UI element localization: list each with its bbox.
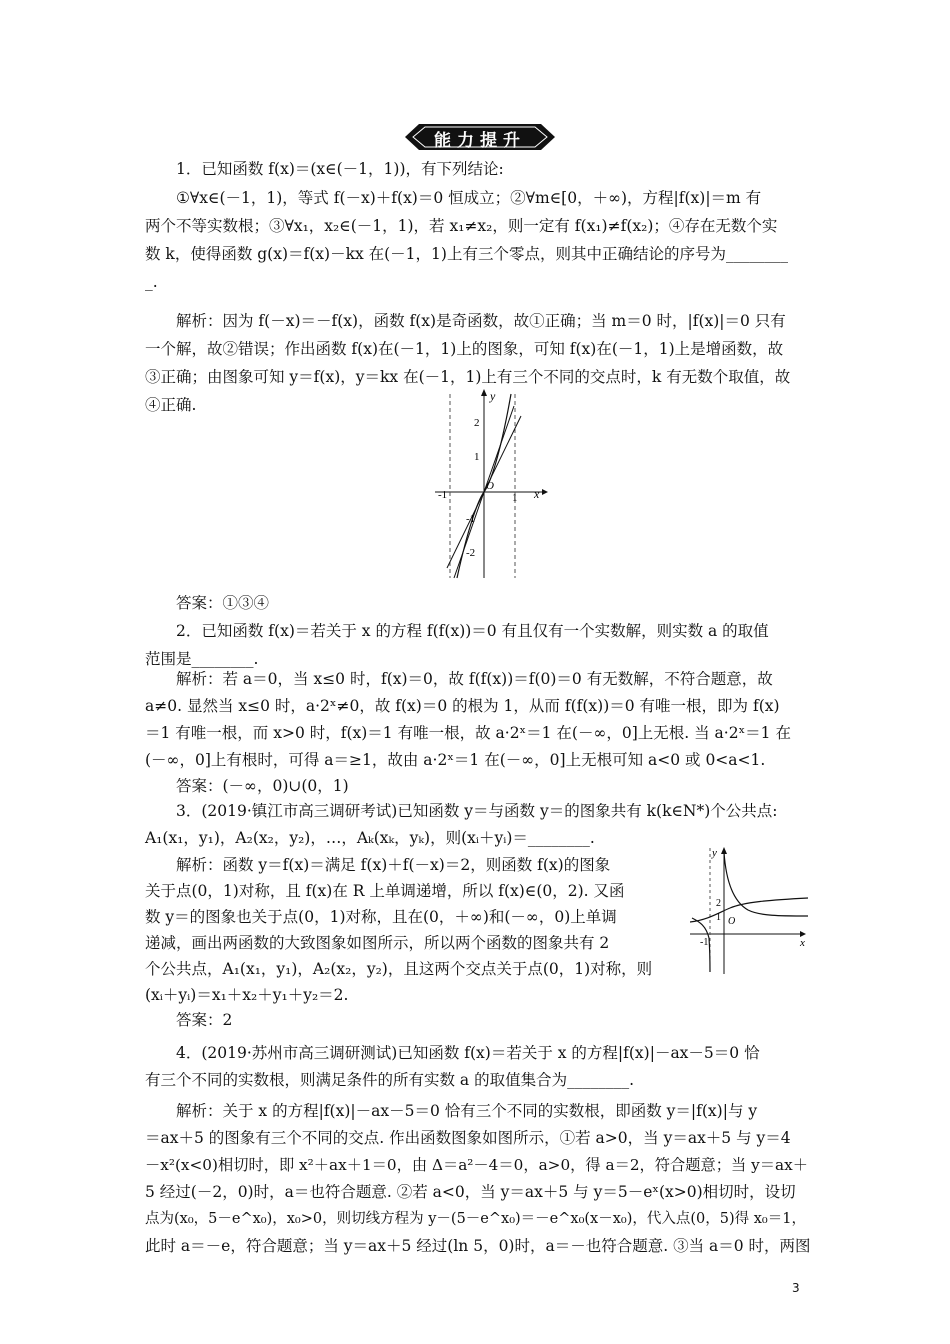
tick-label: 2: [716, 898, 721, 909]
origin-label: O: [728, 916, 736, 927]
text-line: 解析：函数 y＝f(x)＝满足 f(x)＋f(－x)＝2，则函数 f(x)的图象: [176, 856, 611, 874]
text-line: (xᵢ＋yᵢ)＝x₁＋x₂＋y₁＋y₂＝2.: [145, 986, 349, 1004]
tick-label: 2: [474, 417, 480, 429]
text-line: 4．(2019·苏州市高三调研测试)已知函数 f(x)＝若关于 x 的方程|f(x)|－ax－5＝0 恰: [176, 1044, 760, 1062]
tick-label: -1: [466, 513, 476, 525]
text-line: ＝1 有唯一根，而 x>0 时，f(x)＝1 有唯一根，故 a·2ˣ＝1 在(－∞，0]上无根. 当 a·2ˣ＝1 在: [145, 724, 791, 742]
section-header: [405, 124, 555, 150]
tick-label: 1: [512, 492, 518, 504]
origin-label: O: [486, 480, 494, 492]
text-line: 2．已知函数 f(x)＝若关于 x 的方程 f(f(x))＝0 有且仅有一个实数解，则实数 a 的取值: [176, 622, 769, 640]
text-line: 3．(2019·镇江市高三调研考试)已知函数 y＝与函数 y＝的图象共有 k(k∈N*)个公共点:: [176, 802, 778, 820]
text-line: 此时 a＝－e，符合题意；当 y＝ax＋5 经过(ln 5，0)时，a＝－也符合题意. ③当 a＝0 时，两图: [145, 1237, 811, 1255]
section-title: 能力提升: [434, 131, 526, 151]
text-line: 递减，画出两函数的大致图象如图所示，所以两个函数的图象共有 2: [145, 934, 610, 952]
text-line: 数 y＝的图象也关于点(0，1)对称，且在(0，＋∞)和(－∞，0)上单调: [145, 908, 617, 926]
text-line: 个公共点，A₁(x₁，y₁)，A₂(x₂，y₂)，且这两个交点关于点(0，1)对称，则: [145, 960, 653, 978]
text-line: A₁(x₁，y₁)，A₂(x₂，y₂)，…，Aₖ(xₖ，yₖ)，则(xᵢ＋yᵢ)＝________.: [145, 829, 595, 847]
text-line: 解析：若 a＝0，当 x≤0 时，f(x)＝0，故 f(f(x))＝f(0)＝0 有无数解，不符合题意，故: [176, 670, 773, 688]
axis-x-label: x: [800, 937, 805, 949]
tick-label: -1: [438, 489, 448, 501]
text-line: ④正确.: [145, 396, 197, 414]
axis-x-label: x: [534, 487, 540, 501]
tick-label: 1: [474, 451, 480, 463]
text-line: 一个解，故②错误；作出函数 f(x)在(－1，1)上的图象，可知 f(x)在(－1，1)上是增函数，故: [145, 340, 784, 358]
text-line: ＝ax＋5 的图象有三个不同的交点. 作出函数图象如图所示，①若 a>0，当 y＝ax＋5 与 y＝4: [145, 1129, 791, 1147]
text-line: 数 k，使得函数 g(x)＝f(x)－kx 在(－1，1)上有三个零点，则其中正确结论的序号为________: [145, 245, 788, 263]
text-line: 范围是________.: [145, 650, 259, 668]
text-line: ③正确；由图象可知 y＝f(x)，y＝kx 在(－1，1)上有三个不同的交点时，k 有无数个取值，故: [145, 368, 791, 386]
text-line: 5 经过(－2，0)时，a＝也符合题意. ②若 a<0，当 y＝ax＋5 与 y＝5－eˣ(x>0)相切时，设切: [145, 1183, 796, 1201]
answer-line: 答案：①③④: [176, 594, 270, 612]
axis-y-label: y: [490, 389, 496, 403]
tick-label: -1: [700, 937, 709, 948]
text-line: 点为(x₀，5－e^x₀)，x₀>0，则切线方程为 y－(5－e^x₀)＝－e^x₀(x－x₀)，代入点(0，5)得 x₀＝1，: [145, 1211, 806, 1227]
text-line: 关于点(0，1)对称，且 f(x)在 R 上单调递增，所以 f(x)∈(0，2). 又函: [145, 882, 625, 900]
text-line: 解析：关于 x 的方程|f(x)|－ax－5＝0 恰有三个不同的实数根，即函数 y＝|f(x)|与 y: [176, 1102, 758, 1120]
answer-line: 答案：(－∞，0)∪(0，1): [176, 777, 349, 795]
axis-y-label: y: [712, 847, 717, 859]
text-line: ①∀x∈(－1，1)，等式 f(－x)＋f(x)＝0 恒成立；②∀m∈[0，＋∞)，方程|f(x)|＝m 有: [176, 189, 762, 207]
text-line: 解析：因为 f(－x)＝－f(x)，函数 f(x)是奇函数，故①正确；当 m＝0 时，|f(x)|＝0 只有: [176, 312, 786, 330]
text-line: －x²(x<0)相切时，即 x²＋ax＋1＝0，由 Δ＝a²－4＝0，a>0，得 a＝2，符合题意；当 y＝ax＋: [145, 1156, 808, 1174]
text-line: a≠0. 显然当 x≤0 时，a·2ˣ≠0，故 f(x)＝0 的根为 1，从而 f(f(x))＝0 有唯一根，即为 f(x): [145, 697, 780, 715]
text-line: 有三个不同的实数根，则满足条件的所有实数 a 的取值集合为________.: [145, 1071, 635, 1089]
text-line: _.: [145, 273, 158, 291]
tick-label: -2: [466, 547, 476, 559]
text-line: (－∞，0]上有根时，可得 a＝≥1，故由 a·2ˣ＝1 在(－∞，0]上无根可知 a<0 或 0<a<1.: [145, 751, 766, 769]
tick-label: 1: [716, 912, 721, 923]
figure-odd-function-graph: [430, 388, 550, 580]
text-line: 两个不等实数根；③∀x₁，x₂∈(－1，1)，若 x₁≠x₂，则一定有 f(x₁)≠f(x₂)；④存在无数个实: [145, 217, 778, 235]
figure-intersection-graph: [690, 842, 812, 976]
page-number: 3: [792, 1281, 800, 1295]
text-line: 1．已知函数 f(x)＝(x∈(－1，1))，有下列结论:: [176, 160, 504, 178]
answer-line: 答案：2: [176, 1011, 233, 1029]
